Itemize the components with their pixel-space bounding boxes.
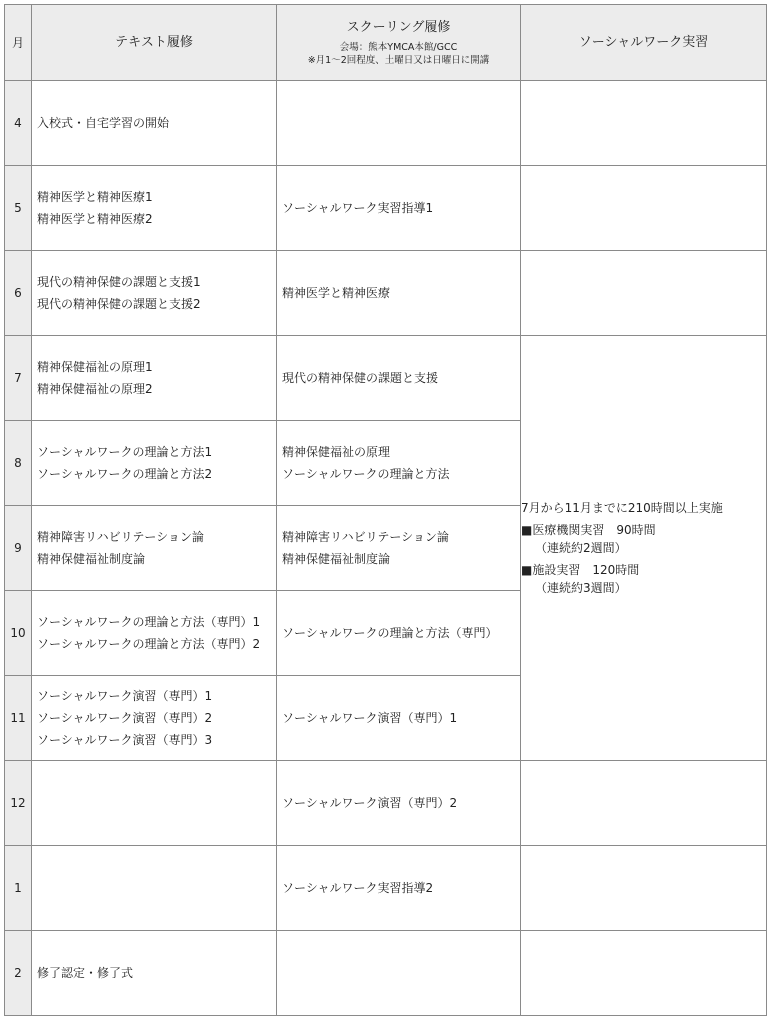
table-row	[5, 251, 767, 336]
cell-line: 精神保健福祉の原理2	[37, 382, 153, 396]
cell-line: 修了認定・修了式	[37, 966, 134, 980]
cell-line: ソーシャルワークの理論と方法（専門）1	[37, 615, 261, 629]
schooling-cell	[277, 166, 521, 251]
month-cell: 4	[5, 81, 32, 166]
cell-line: ソーシャルワーク演習（専門）1	[282, 711, 458, 725]
schooling-cell	[277, 421, 521, 506]
cell-line: 現代の精神保健の課題と支援2	[37, 297, 201, 311]
cell-line: 精神保健福祉の原理1	[37, 360, 153, 374]
schooling-cell	[277, 846, 521, 931]
practice-item-detail: （連続約3週間）	[535, 581, 627, 595]
header-row	[5, 5, 767, 81]
month-cell: 7	[5, 336, 32, 421]
cell-line: ソーシャルワーク演習（専門）1	[37, 689, 213, 703]
cell-line: 現代の精神保健の課題と支援	[282, 371, 439, 385]
practice-cell	[521, 251, 767, 336]
cell-line: ソーシャルワークの理論と方法2	[37, 467, 213, 481]
text-study-cell	[32, 761, 277, 846]
schooling-cell	[277, 81, 521, 166]
cell-line: 精神障害リハビリテーション論	[282, 530, 449, 544]
month-cell: 6	[5, 251, 32, 336]
cell-line: ソーシャルワーク演習（専門）3	[37, 733, 213, 747]
table-row	[5, 81, 767, 166]
table-row	[5, 336, 767, 421]
text-study-cell	[32, 251, 277, 336]
cell-line: 現代の精神保健の課題と支援1	[37, 275, 201, 289]
practice-cell	[521, 336, 767, 761]
practice-cell	[521, 166, 767, 251]
practice-cell	[521, 81, 767, 166]
month-cell: 10	[5, 591, 32, 676]
schooling-cell	[277, 336, 521, 421]
schooling-frequency-note: ※月1〜2回程度、土曜日又は日曜日に開講	[307, 55, 490, 66]
schooling-cell	[277, 591, 521, 676]
month-header	[5, 5, 32, 81]
practice-header	[521, 5, 767, 81]
schooling-cell	[277, 761, 521, 846]
text-study-cell	[32, 846, 277, 931]
text-study-cell	[32, 81, 277, 166]
schooling-cell	[277, 931, 521, 1016]
schooling-cell	[277, 676, 521, 761]
text-study-cell	[32, 676, 277, 761]
cell-line: 精神医学と精神医療1	[37, 190, 153, 204]
month-cell: 5	[5, 166, 32, 251]
cell-line: ソーシャルワークの理論と方法（専門）	[282, 626, 498, 640]
cell-line: 精神医学と精神医療	[282, 286, 391, 300]
table-row	[5, 931, 767, 1016]
month-cell: 11	[5, 676, 32, 761]
cell-line: 入校式・自宅学習の開始	[37, 116, 170, 130]
month-cell: 12	[5, 761, 32, 846]
table-row	[5, 761, 767, 846]
text-study-header-label: テキスト履修	[115, 34, 193, 50]
cell-line: ソーシャルワークの理論と方法	[282, 467, 450, 481]
cell-line: 精神保健福祉制度論	[282, 552, 391, 566]
cell-line: ソーシャルワーク実習指導1	[282, 201, 434, 215]
text-study-cell	[32, 591, 277, 676]
schooling-cell	[277, 251, 521, 336]
text-study-cell	[32, 336, 277, 421]
month-cell: 9	[5, 506, 32, 591]
practice-item-label: ■施設実習 120時間	[521, 563, 640, 577]
month-header-label: 月	[11, 35, 24, 50]
schooling-header	[277, 5, 521, 81]
practice-cell	[521, 931, 767, 1016]
table-row	[5, 166, 767, 251]
cell-line: ソーシャルワークの理論と方法1	[37, 445, 213, 459]
practice-header-label: ソーシャルワーク実習	[578, 34, 709, 50]
practice-item-detail: （連続約2週間）	[535, 541, 627, 555]
text-study-header	[32, 5, 277, 81]
schedule-table	[4, 4, 767, 1016]
schooling-venue-note: 会場：熊本YMCA本館/GCC	[339, 42, 458, 53]
text-study-cell	[32, 421, 277, 506]
cell-line: ソーシャルワーク演習（専門）2	[282, 796, 458, 810]
month-cell: 2	[5, 931, 32, 1016]
schooling-cell	[277, 506, 521, 591]
text-study-cell	[32, 931, 277, 1016]
month-cell: 1	[5, 846, 32, 931]
cell-line: ソーシャルワーク演習（専門）2	[37, 711, 213, 725]
cell-line: 精神保健福祉制度論	[37, 552, 146, 566]
cell-line: 精神障害リハビリテーション論	[37, 530, 204, 544]
schooling-header-label: スクーリング履修	[346, 20, 451, 35]
practice-cell	[521, 846, 767, 931]
cell-line: 精神医学と精神医療2	[37, 212, 153, 226]
cell-line: ソーシャルワークの理論と方法（専門）2	[37, 637, 261, 651]
cell-line: 精神保健福祉の原理	[282, 445, 391, 459]
month-cell: 8	[5, 421, 32, 506]
table-row	[5, 846, 767, 931]
schedule-body	[5, 81, 767, 1016]
text-study-cell	[32, 506, 277, 591]
practice-summary: 7月から11月までに210時間以上実施	[521, 501, 723, 515]
practice-cell	[521, 761, 767, 846]
cell-line: ソーシャルワーク実習指導2	[282, 881, 434, 895]
practice-item-label: ■医療機関実習 90時間	[521, 523, 656, 537]
text-study-cell	[32, 166, 277, 251]
